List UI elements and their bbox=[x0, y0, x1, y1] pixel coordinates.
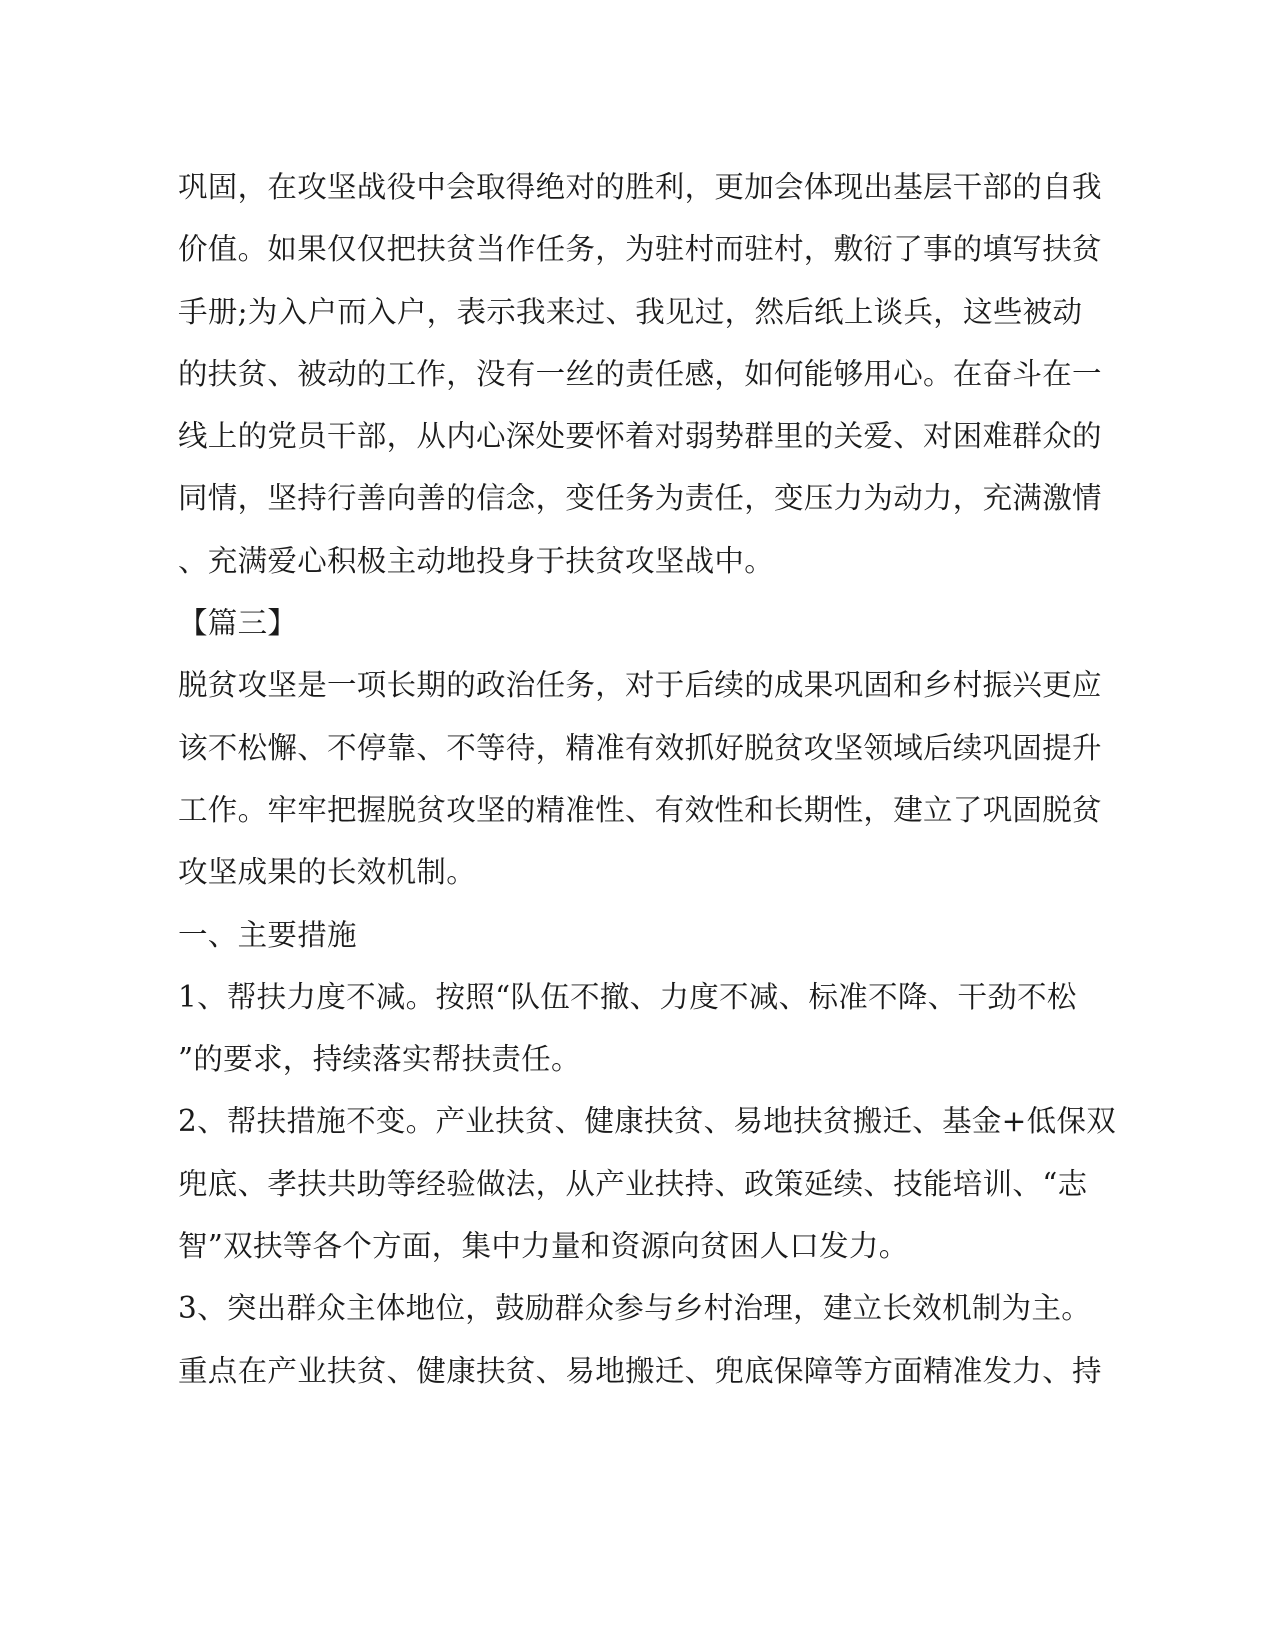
subsection-heading: 一、主要措施 bbox=[178, 917, 357, 952]
list-item-line: 1、帮扶力度不减。按照“队伍不撤、力度不减、标准不降、干劲不松 bbox=[178, 979, 1077, 1014]
list-item-line: 2、帮扶措施不变。产业扶贫、健康扶贫、易地扶贫搬迁、基金+低保双 bbox=[178, 1104, 1117, 1139]
body-text-line: 工作。牢牢把握脱贫攻坚的精准性、有效性和长期性，建立了巩固脱贫 bbox=[178, 792, 1102, 827]
list-item-line: 兜底、孝扶共助等经验做法，从产业扶持、政策延续、技能培训、“志 bbox=[178, 1166, 1088, 1201]
body-text-line: 、充满爱心积极主动地投身于扶贫攻坚战中。 bbox=[178, 543, 775, 578]
list-item-line: 重点在产业扶贫、健康扶贫、易地搬迁、兜底保障等方面精准发力、持 bbox=[178, 1353, 1102, 1388]
list-item-line: ”的要求，持续落实帮扶责任。 bbox=[178, 1042, 581, 1077]
body-text-line: 手册;为入户而入户，表示我来过、我见过，然后纸上谈兵，这些被动 bbox=[178, 294, 1083, 329]
body-text-line: 同情，坚持行善向善的信念，变任务为责任，变压力为动力，充满激情 bbox=[178, 481, 1102, 516]
body-text-line: 价值。如果仅仅把扶贫当作任务，为驻村而驻村，敷衍了事的填写扶贫 bbox=[178, 232, 1102, 267]
section-heading: 【篇三】 bbox=[178, 606, 298, 641]
body-text-line: 攻坚成果的长效机制。 bbox=[178, 855, 477, 890]
list-item-line: 智”双扶等各个方面，集中力量和资源向贫困人口发力。 bbox=[178, 1229, 909, 1264]
body-text-line: 巩固，在攻坚战役中会取得绝对的胜利，更加会体现出基层干部的自我 bbox=[178, 170, 1102, 204]
document-body bbox=[178, 156, 1117, 1402]
body-text-line: 脱贫攻坚是一项长期的政治任务，对于后续的成果巩固和乡村振兴更应 bbox=[178, 668, 1102, 703]
body-text-line: 线上的党员干部，从内心深处要怀着对弱势群里的关爱、对困难群众的 bbox=[178, 419, 1102, 454]
body-text-line: 的扶贫、被动的工作，没有一丝的责任感，如何能够用心。在奋斗在一 bbox=[178, 356, 1102, 391]
list-item-line: 3、突出群众主体地位，鼓励群众参与乡村治理，建立长效机制为主。 bbox=[178, 1291, 1092, 1326]
body-text-line: 该不松懈、不停靠、不等待，精准有效抓好脱贫攻坚领域后续巩固提升 bbox=[178, 730, 1102, 765]
